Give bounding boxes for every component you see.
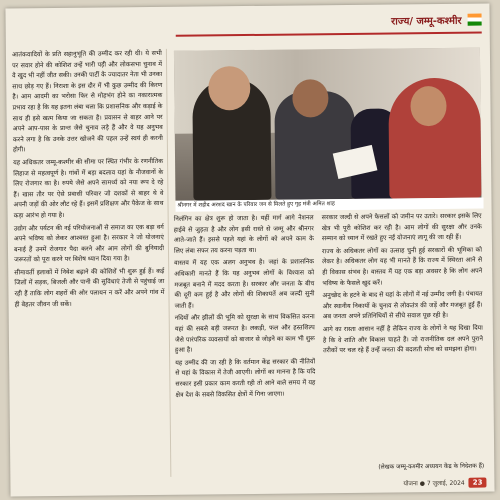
section-title: राज्य/ जम्मू-कश्मीर bbox=[391, 15, 462, 28]
paragraph: अनुच्छेद के हटने के बाद से यहां के लोगों में नई उम्मीद जगी है। पंचायत और स्थानीय निकायों के चुनाव से लोकतंत्र की जड़ें और मजबूत हुई हैं। अब जनता अपने प्रतिनिधियों से सीधे सवाल पूछ रही है। bbox=[322, 290, 483, 321]
paragraph: सरकार जल्दी से अपने फैसलों को जमीन पर उतारे। सरकार इसके लिए खेत्र भी पूरी कोशिश कर रही है। आम लोगों की सुरक्षा और उनके सम्मान को ध्यान में रखते हुए नई योजनाएं लागू की जा रही हैं। bbox=[321, 212, 482, 243]
flag-icon bbox=[468, 14, 482, 26]
article-column-3 bbox=[322, 212, 485, 476]
page-header bbox=[391, 10, 482, 31]
photo-caption: श्रीनगर में शहीद अरशद खान के परिवार जन से मिलते हुए गृह मंत्री अमित शाह bbox=[175, 198, 483, 212]
page-footer bbox=[403, 478, 486, 489]
news-photo bbox=[174, 48, 482, 201]
paragraph: यह उम्मीद की जा रही है कि वर्तमान केंद्र सरकार की नीतियों से यहां के विकास में तेजी आएगी। लोगों का मानना है कि यदि सरकार इसी प्रकार काम करती रही तो आने वाले समय में यह क्षेत्र देश के सबसे विकसित क्षेत्रों में गिना जाएगा। bbox=[175, 358, 316, 399]
photo-person-head bbox=[208, 66, 250, 110]
paragraph: आगे का रास्ता आसान नहीं है लेकिन राज्य के लोगों ने यह दिखा दिया है कि वे शांति और विकास चाहते हैं। जो राजनीतिक दल अपने पुराने तरीकों पर चल रहे हैं उन्हें जनता की बदलती सोच को समझना होगा। bbox=[322, 324, 483, 355]
header-rule bbox=[176, 32, 482, 37]
paragraph: आतंकवादियों के प्रति सहानुभूति की उम्मीद कर रही थी। ये सभी पर सवार होने की कोशिश उन्हें भारी पड़ी और लोकसभा चुनाव में वे खुद भी नहीं जीत सकी। उनकी पार्टी के ज्यादातर नेता भी उनका साथ छोड़ गए हैं। निराशा के इस दौर में भी कुछ उम्मीद की किरण है। आम आदमी का भरोसा फिर से मोहभंग होने का नकारात्मक प्रभाव रहा है कि यह इतना लंबा चला कि प्रशासनिक और कड़ाई के साथ ही इसे खत्म किया जा सकता है। प्रवासन से बाहर आने पर अपने आप-पास के प्रान्त जैसे चुनाव लड़े हैं और वे यह अनुभव करने लगा है कि उनके उत्तर खोजने की पहल उन्हें स्वयं ही करनी होगी। bbox=[11, 49, 163, 154]
author-note: (लेखक जम्मू-कश्मीर अध्ययन केंद्र के निदेशक हैं) bbox=[378, 462, 485, 471]
page-number: 23 bbox=[469, 478, 487, 488]
paragraph: उद्योग और पर्यटन की नई परियोजनाओं से समाज का एक बड़ा वर्ग अपने भविष्य को लेकर आश्वस्त हुआ है। सरकार ने जो योजनाएं बनाई हैं उनमें रोजगार पैदा करने और आम लोगों की बुनियादी जरूरतों को पूरा करने पर विशेष ध्यान दिया गया है। bbox=[13, 223, 165, 264]
photo-person-head bbox=[410, 86, 446, 126]
article-column-1 bbox=[12, 49, 171, 479]
paragraph: निलंगिन का क्षेत्र शुरू हो जाता है। यहीं मार्ग आगे नेशनल हाईवे से जुड़ता है और लोग इसी रास्ते से जम्मू और श्रीनगर आते-जाते हैं। इससे पहले यहां के लोगों को अपने काम के लिए लंबा सफर तय करना पड़ता था। bbox=[173, 214, 314, 255]
article-column-2 bbox=[174, 213, 317, 476]
paragraph: राज्य के अधिकतर लोगों का उत्साह चुनी हुई सरकारों की भूमिका को लेकर है। अधिकतर लोग यह भी मानते हैं कि राज्य में स्थिरता आने से ही विकास संभव है। वास्तव में यह एक बड़ा अवसर है कि लोग अपने भविष्य के फैसले खुद करें। bbox=[321, 246, 483, 287]
paragraph: नदियों और झीलों की भूमि को सुरक्षा के साथ विकसित करना यहां की सबसे बड़ी जरूरत है। लकड़ी, फल और हस्तशिल्प जैसे पारंपरिक व्यवसायों को बाजार से जोड़ने का काम भी शुरू हुआ है। bbox=[174, 313, 315, 354]
paragraph: सीमावर्ती इलाकों में निवेश बढ़ाने की कोशिशें भी शुरू हुई हैं। कई जिलों में सड़क, बिजली और पानी की सुविधाएं तेजी से पहुंचाई जा रही हैं ताकि लोग शहरों की ओर पलायन न करें और अपने गांव में ही बेहतर जीवन जी सकें। bbox=[14, 267, 165, 309]
paragraph: यह अधिकतर जम्मू-कश्मीर की सीमा पर स्थित गंभीर के रणनीतिक लिहाज से महत्वपूर्ण है। गांवों में बड़ा बदलाव यहां के नौजवानों के लिए रोजगार का है। रुपये जैसे अपने सामर्थ्य को नया रूप दे रहे हैं। खास तौर पर ऐसे प्रवासी परिवार जो दशकों से बाहर थे वे अपनी जड़ों की ओर लौट रहे हैं। इसमें प्रशिक्षण और पैकेज के साथ कड़ा आरंभ हो गया है। bbox=[13, 157, 164, 220]
issue-info: योजना ● 7 जुलाई, 2024 bbox=[403, 479, 465, 488]
photo-person-head bbox=[292, 79, 328, 117]
magazine-page bbox=[5, 3, 494, 496]
paragraph: वास्तव में यह एक अलग अनुभव है। जहां के प्रशासनिक अधिकारी मानते हैं कि यह अनुभव लोगों के विश्वास को मजबूत बनाने में मदद करता है। सरकार और जनता के बीच की दूरी कम हुई है और लोगों की शिकायतें अब जल्दी सुनी जाती हैं। bbox=[174, 258, 315, 310]
